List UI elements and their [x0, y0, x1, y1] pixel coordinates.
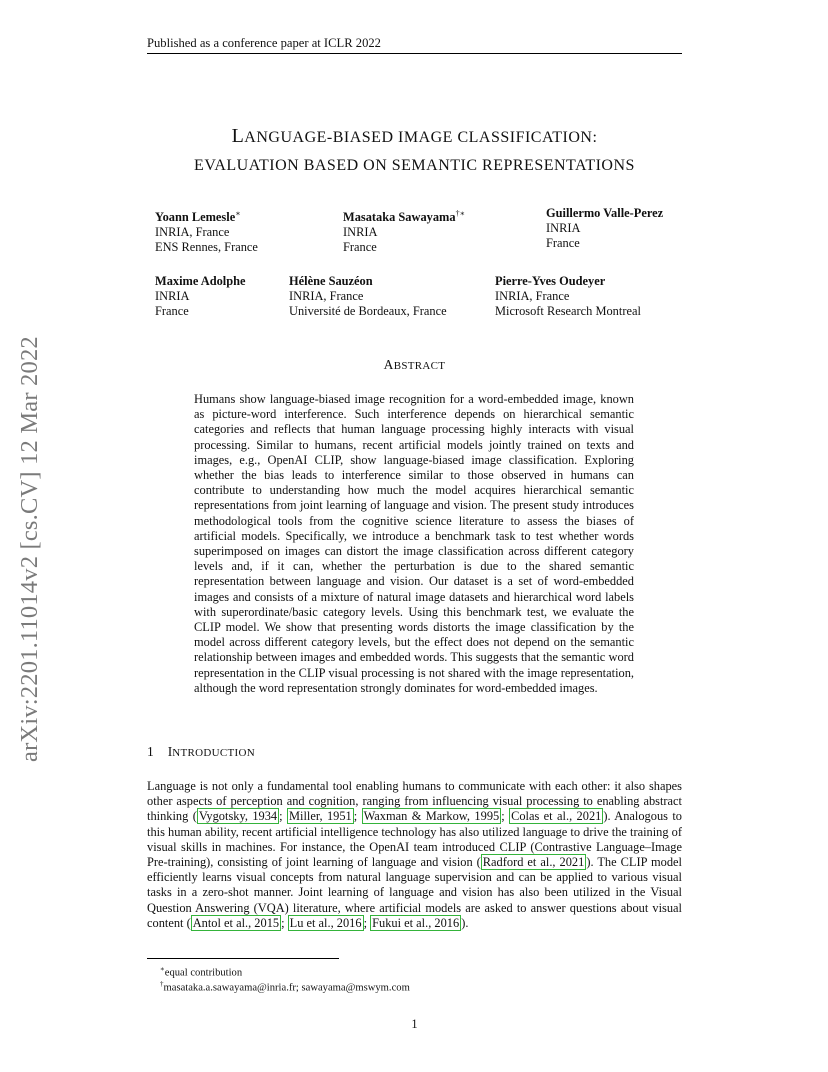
- citation-link[interactable]: Miller, 1951: [288, 809, 352, 824]
- paper-title: [147, 122, 682, 180]
- section-number: 1: [147, 744, 154, 759]
- intro-text: ;: [353, 809, 362, 824]
- author-block: [155, 206, 258, 255]
- footnote-rule: [147, 958, 339, 959]
- author-block: [546, 206, 663, 251]
- section-title-text: NTRODUCTION: [172, 747, 255, 759]
- author-affiliation: INRIA, France: [289, 289, 364, 303]
- author-block: [343, 206, 465, 255]
- author-block: [289, 274, 447, 319]
- citation-link[interactable]: Lu et al., 2016: [289, 915, 362, 930]
- author-affiliation: INRIA: [546, 221, 581, 235]
- footnote-mark: ∗: [160, 965, 165, 973]
- author-affiliation: INRIA: [343, 225, 378, 240]
- author-name: Pierre-Yves Oudeyer: [495, 274, 606, 288]
- author-affiliation: INRIA, France: [495, 289, 570, 303]
- author-affiliation: France: [155, 304, 189, 318]
- footnote: [160, 977, 410, 996]
- intro-text: ;: [501, 809, 510, 824]
- intro-text: ;: [279, 809, 287, 824]
- author-block: [155, 274, 246, 319]
- author-block: [495, 274, 641, 319]
- citation-link[interactable]: Radford et al., 2021: [482, 855, 585, 870]
- intro-text: ). The CLIP model efficiently learns visual concepts from natural language supervision and can be applied to various visual tasks in a zero-shot manner. Joint learning of language and vision has also been utilized in the Visual Question Answering (VQA) literature, where artificial models are asked to answer questions about visual content (: [147, 855, 682, 930]
- citation-link[interactable]: Vygotsky, 1934: [198, 809, 278, 824]
- author-name: Guillermo Valle-Perez: [546, 206, 664, 220]
- section-heading: [147, 744, 255, 760]
- author-mark: ∗: [235, 209, 241, 218]
- citation-link[interactable]: Waxman & Markow, 1995: [363, 809, 500, 824]
- citation-link[interactable]: Antol et al., 2015: [192, 915, 280, 930]
- author-name: Yoann Lemesle: [155, 210, 236, 225]
- author-affiliation: INRIA, France: [155, 225, 230, 240]
- intro-text: Language is not only a fundamental tool enabling humans to communicate with each other: it also shapes other aspects of perception and cognition, ranging from influencing visual processing to enabling abstract thinking (: [147, 779, 682, 824]
- citation-link[interactable]: Fukui et al., 2016: [372, 915, 460, 930]
- intro-paragraph: [147, 779, 682, 931]
- running-header: Published as a conference paper at ICLR 2022: [147, 36, 381, 50]
- author-affiliation: Microsoft Research Montreal: [495, 304, 641, 318]
- author-affiliation: France: [343, 240, 377, 255]
- author-name: Masataka Sawayama: [343, 210, 456, 225]
- author-affiliation: INRIA: [155, 289, 190, 303]
- page-number: 1: [411, 1017, 418, 1031]
- title-line-1-text: ANGUAGE-BIASED IMAGE CLASSIFICATION:: [244, 129, 598, 146]
- intro-text: ). Analogous to this human ability, recent artificial intelligence technology has also utilized language to drive the training of visual skills in machines. For instance, the OpenAI team introduced CLIP (Contrastive Language–Image Pre-training), consisting of joint learning of language and vision (: [147, 809, 683, 870]
- footnote-mark: †: [160, 980, 164, 988]
- title-initial: L: [231, 125, 245, 147]
- author-affiliation: France: [546, 236, 580, 250]
- title-line-1: [147, 122, 682, 152]
- abstract-heading-initial: A: [383, 357, 394, 372]
- footnote-text: equal contribution: [164, 967, 243, 979]
- section-title-initial: I: [167, 744, 173, 759]
- footnote-text: masataka.a.sawayama@inria.fr; sawayama@mswym.com: [163, 982, 410, 994]
- abstract-body: Humans show language-biased image recognition for a word-embedded image, known as picture-word interference. Such interference depends on hierarchical semantic categories and reflects that human language processing highly interacts with visual processing. Similar to humans, recent artificial models jointly trained on texts and images, e.g., OpenAI CLIP, show language-biased image classification. Exploring whether the bias leads to interference similar to those observed in humans can contribute to understanding how much the model acquires hierarchical semantic representations from joint learning of language and vision. The present study introduces methodological tools from the cognitive science literature to assess the biases of artificial models. Specifically, we introduce a benchmark task to test whether words superimposed on images can distort the image classification across different category levels and, if it can, whether the perturbation is due to the shared semantic representation between language and vision. Our dataset is a set of word-embedded images and consists of a mixture of natural image datasets and hierarchical word labels with superordinate/basic category levels. Using this benchmark test, we evaluate the CLIP model. We show that presenting words distorts the image classification by the model across different category levels, but the effect does not depend on the semantic relationship between images and embedded words. This suggests that the semantic word representation in the CLIP visual processing is not shared with the image representation, although the word representation strongly dominates for word-embedded images.: [194, 392, 634, 695]
- intro-text: ;: [363, 915, 371, 930]
- abstract-heading: [147, 357, 682, 373]
- intro-text: ;: [281, 915, 288, 930]
- author-name: Maxime Adolphe: [155, 274, 246, 288]
- author-name: Hélène Sauzéon: [289, 274, 373, 288]
- title-line-2: EVALUATION BASED ON SEMANTIC REPRESENTATIONS: [194, 157, 635, 174]
- author-affiliation: ENS Rennes, France: [155, 240, 258, 255]
- abstract-heading-text: BSTRACT: [393, 360, 446, 372]
- author-mark: †∗: [455, 209, 465, 218]
- header-rule: [147, 53, 682, 54]
- intro-text: ).: [461, 915, 469, 930]
- author-affiliation: Université de Bordeaux, France: [289, 304, 447, 318]
- arxiv-stamp: arXiv:2201.11014v2 [cs.CV] 12 Mar 2022: [16, 336, 43, 762]
- citation-link[interactable]: Colas et al., 2021: [511, 809, 602, 824]
